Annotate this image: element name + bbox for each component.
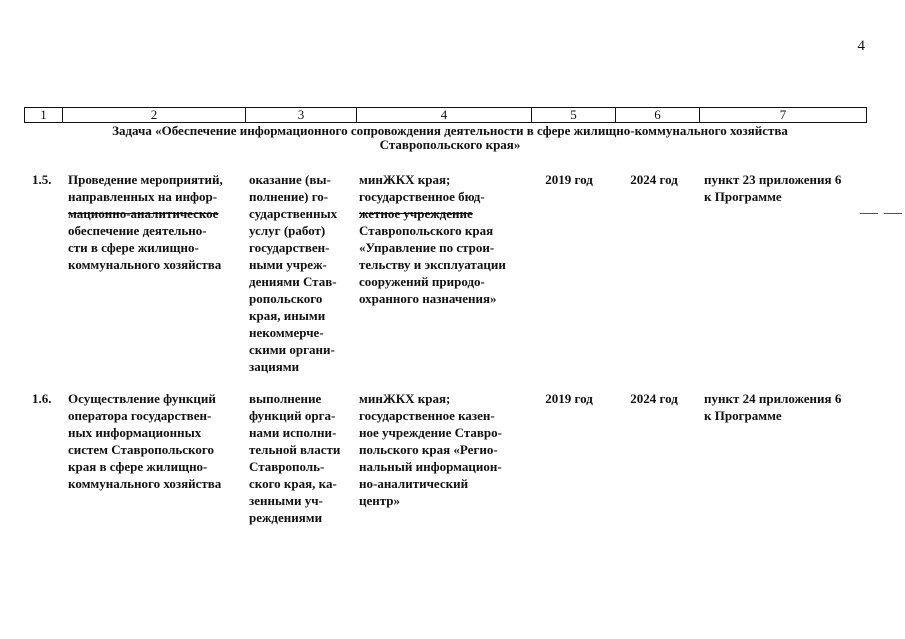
text-line: государствен- bbox=[249, 240, 330, 255]
text-line: государственное казен- bbox=[359, 408, 495, 423]
text-line: зенными уч- bbox=[249, 493, 323, 508]
text-line: услуг (работ) bbox=[249, 223, 326, 238]
header-col-2: 2 bbox=[63, 108, 246, 123]
activity-type bbox=[249, 171, 349, 375]
margin-dash-mark bbox=[860, 213, 902, 214]
row-number: 1.6. bbox=[32, 391, 52, 406]
text-line: края, иными bbox=[249, 308, 326, 323]
text-line: минЖКХ края; bbox=[359, 172, 451, 187]
text-line: коммунального хозяйства bbox=[68, 476, 222, 491]
end-year: 2024 год bbox=[630, 172, 678, 187]
activity-name bbox=[68, 171, 238, 273]
text-line: функций орга- bbox=[249, 408, 336, 423]
text-line: зациями bbox=[249, 359, 300, 374]
text-line: некоммерче- bbox=[249, 325, 324, 340]
text-line: скими органи- bbox=[249, 342, 335, 357]
row-number: 1.5. bbox=[32, 172, 52, 187]
text-line: направленных на инфор- bbox=[68, 189, 218, 204]
text-line: пункт 24 приложения 6 bbox=[704, 391, 842, 406]
header-col-1: 1 bbox=[25, 108, 63, 123]
text-line: Ставропольского края bbox=[359, 223, 494, 238]
text-line: охранного назначения» bbox=[359, 291, 497, 306]
text-line: сударственных bbox=[249, 206, 338, 221]
text-line: государственное бюд- bbox=[359, 189, 485, 204]
text-line: тельной власти bbox=[249, 442, 341, 457]
responsible-executor bbox=[359, 171, 529, 307]
text-line: Осуществление функций bbox=[68, 391, 216, 406]
text-line: центр» bbox=[359, 493, 401, 508]
activity-type bbox=[249, 390, 349, 526]
text-line: ных информационных bbox=[68, 425, 202, 440]
task-title-line: Задача «Обеспечение информационного сопровождения деятельности в сфере жилищно-коммунального хозяйства bbox=[112, 123, 788, 138]
task-title-line: Ставропольского края» bbox=[379, 137, 521, 152]
text-line: коммунального хозяйства bbox=[68, 257, 222, 272]
text-line: минЖКХ края; bbox=[359, 391, 451, 406]
text-line: жетное учреждение bbox=[359, 206, 473, 221]
text-line: оператора государствен- bbox=[68, 408, 212, 423]
text-line: сооружений природо- bbox=[359, 274, 485, 289]
text-line: систем Ставропольского bbox=[68, 442, 214, 457]
text-line: реждениями bbox=[249, 510, 323, 525]
reference bbox=[704, 390, 864, 424]
text-line: «Управление по строи- bbox=[359, 240, 495, 255]
responsible-executor bbox=[359, 390, 529, 509]
task-title bbox=[40, 124, 860, 152]
text-line: мационно-аналитическое bbox=[68, 206, 219, 221]
text-line: к Программе bbox=[704, 189, 782, 204]
header-col-5: 5 bbox=[532, 108, 616, 123]
text-line: тельству и эксплуатации bbox=[359, 257, 506, 272]
page-number: 4 bbox=[857, 38, 865, 54]
activity-name bbox=[68, 390, 238, 492]
text-line: но-аналитический bbox=[359, 476, 469, 491]
header-col-7: 7 bbox=[700, 108, 867, 123]
text-line: к Программе bbox=[704, 408, 782, 423]
text-line: ского края, ка- bbox=[249, 476, 337, 491]
text-line: ное учреждение Ставро- bbox=[359, 425, 502, 440]
text-line: Ставрополь- bbox=[249, 459, 325, 474]
text-line: края в сфере жилищно- bbox=[68, 459, 208, 474]
start-year: 2019 год bbox=[545, 391, 593, 406]
text-line: выполнение bbox=[249, 391, 322, 406]
column-number-header bbox=[24, 107, 867, 123]
text-line: польского края «Регио- bbox=[359, 442, 498, 457]
text-line: сти в сфере жилищно- bbox=[68, 240, 199, 255]
text-line: Проведение мероприятий, bbox=[68, 172, 223, 187]
text-line: ными учреж- bbox=[249, 257, 327, 272]
text-line: нальный информацион- bbox=[359, 459, 502, 474]
text-line: оказание (вы- bbox=[249, 172, 331, 187]
text-line: полнение) го- bbox=[249, 189, 329, 204]
text-line: дениями Став- bbox=[249, 274, 337, 289]
text-line: обеспечение деятельно- bbox=[68, 223, 207, 238]
text-line: нами исполни- bbox=[249, 425, 337, 440]
end-year: 2024 год bbox=[630, 391, 678, 406]
header-col-4: 4 bbox=[357, 108, 532, 123]
header-col-6: 6 bbox=[616, 108, 700, 123]
header-col-3: 3 bbox=[246, 108, 357, 123]
text-line: пункт 23 приложения 6 bbox=[704, 172, 842, 187]
reference bbox=[704, 171, 864, 205]
start-year: 2019 год bbox=[545, 172, 593, 187]
text-line: ропольского bbox=[249, 291, 323, 306]
